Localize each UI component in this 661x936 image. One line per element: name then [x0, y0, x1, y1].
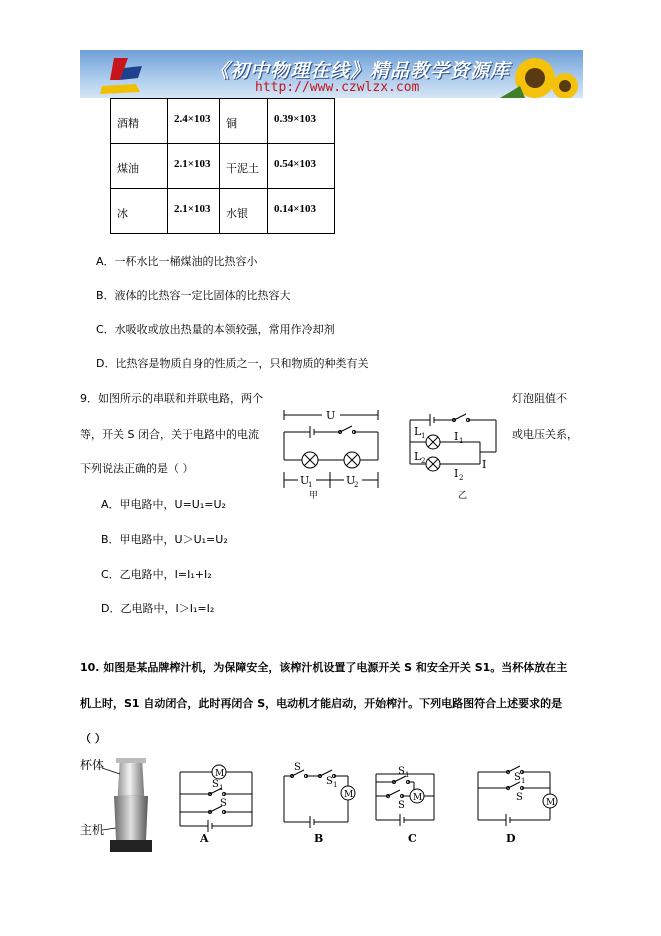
q9-stem-line3: 下列说法正确的是（ ）	[80, 462, 194, 475]
q9-option-c: C．乙电路中，I=I₁+I₂	[101, 568, 212, 581]
switch-s1-label: S	[212, 779, 219, 790]
circuit-option-a	[174, 760, 258, 846]
switch-s-label: S	[220, 798, 227, 809]
switch-s1-sub: 1	[219, 784, 224, 792]
q9-stem-line1-right: 灯泡阻值不	[512, 392, 567, 405]
circuit-label: D	[506, 832, 516, 845]
sunflower-icon	[500, 58, 578, 98]
juicer-cup-label: 杯体	[80, 758, 105, 772]
label-l2: L	[414, 450, 422, 463]
switch-s-label: S	[294, 762, 301, 773]
motor-icon: M	[546, 798, 556, 808]
table-cell: 冰	[111, 189, 168, 234]
switch-s1-label: S	[514, 772, 521, 783]
q8-option-b: B．液体的比热容一定比固体的比热容大	[96, 289, 291, 302]
table-cell: 煤油	[111, 144, 168, 189]
header-banner	[80, 50, 583, 98]
q8-option-a: A．一杯水比一桶煤油的比热容小	[96, 255, 258, 268]
q10-stem-line1: 10. 如图是某品牌榨汁机，为保障安全，该榨汁机设置了电源开关 S 和安全开关 S1。当杯体放在主	[80, 661, 568, 674]
table-cell: 2.1×103	[168, 189, 220, 234]
label-l1-sub: 1	[421, 432, 426, 440]
specific-heat-table	[110, 98, 335, 234]
circuit-label: A	[200, 832, 209, 845]
table-cell: 干泥土	[220, 144, 268, 189]
motor-icon: M	[413, 793, 423, 803]
label-i1: I	[454, 430, 459, 443]
table-cell: 2.1×103	[168, 144, 220, 189]
table-cell: 0.14×103	[268, 189, 335, 234]
label-i1-sub: 1	[459, 437, 464, 445]
label-l2-sub: 2	[421, 457, 426, 465]
label-u2-sub: 2	[354, 481, 359, 489]
table-cell: 0.54×103	[268, 144, 335, 189]
label-i2: I	[454, 467, 459, 480]
q9-stem-line2-left: 等，开关 S 闭合，关于电路中的电流	[80, 428, 259, 441]
q10-stem-line3: （ ）	[80, 732, 106, 745]
switch-s1-label: S	[326, 776, 333, 787]
q9-option-b: B．甲电路中，U＞U₁=U₂	[101, 533, 228, 546]
circuit-option-c	[370, 760, 454, 846]
table-cell: 酒精	[111, 99, 168, 144]
q9-stem-line1-left: 9．如图所示的串联和并联电路，两个	[80, 392, 263, 405]
motor-icon: M	[215, 769, 225, 779]
table-row	[111, 189, 335, 234]
label-i: I	[482, 458, 487, 471]
label-u1: U	[300, 474, 310, 487]
caption-yi: 乙	[458, 491, 468, 500]
q10-stem-line2: 机上时，S1 自动闭合，此时再闭合 S，电动机才能启动，开始榨汁。下列电路图符合上述要求的是	[80, 697, 563, 710]
circuit-label: C	[408, 832, 417, 845]
switch-s-label: S	[398, 800, 405, 811]
q9-option-d: D．乙电路中，I＞I₁=I₂	[101, 602, 215, 615]
caption-jia: 甲	[309, 491, 319, 500]
banner-title: 《初中物理在线》精品教学资源库	[210, 60, 511, 82]
q8-option-d: D．比热容是物质自身的性质之一，只和物质的种类有关	[96, 357, 369, 370]
label-l1: L	[414, 425, 422, 438]
table-row	[111, 144, 335, 189]
juicer-base-icon	[110, 796, 152, 852]
circuit-label: B	[314, 832, 324, 845]
switch-s1-label: S	[398, 766, 405, 777]
label-u: U	[326, 409, 336, 422]
table-cell: 水银	[220, 189, 268, 234]
motor-icon: M	[344, 790, 354, 800]
q9-option-a: A．甲电路中，U=U₁=U₂	[101, 498, 226, 511]
logo-icon	[100, 58, 142, 94]
banner-url: http://www.czwlzx.com	[255, 80, 420, 95]
circuit-option-d	[470, 760, 560, 846]
table-cell: 0.39×103	[268, 99, 335, 144]
label-u1-sub: 1	[308, 481, 313, 489]
juicer-base-label: 主机	[80, 823, 105, 837]
switch-s1-sub: 1	[333, 781, 338, 789]
switch-s1-sub: 1	[405, 771, 410, 779]
circuit-figure-jia	[278, 402, 388, 500]
circuit-option-b	[278, 760, 362, 846]
switch-s-label: S	[516, 792, 523, 803]
juicer-cup-icon	[116, 758, 146, 796]
q8-option-c: C．水吸收或放出热量的本领较强，常用作冷却剂	[96, 323, 335, 336]
juicer-figure	[80, 756, 162, 856]
table-row	[111, 99, 335, 144]
table-cell: 铜	[220, 99, 268, 144]
q9-stem-line2-right: 或电压关系，	[512, 428, 578, 441]
switch-s1-sub: 1	[521, 777, 526, 785]
table-cell: 2.4×103	[168, 99, 220, 144]
label-u2: U	[346, 474, 356, 487]
label-i2-sub: 2	[459, 474, 464, 482]
circuit-figure-yi	[400, 402, 504, 500]
